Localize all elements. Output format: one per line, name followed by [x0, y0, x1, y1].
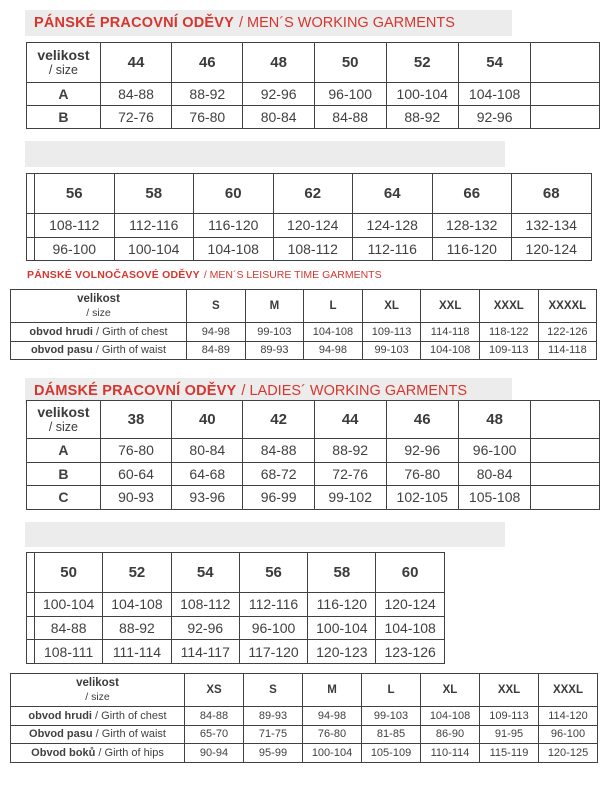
size-range-cell: 84-88 — [185, 707, 244, 726]
size-column-header: 46 — [386, 401, 458, 439]
size-range-cell: 93-96 — [172, 486, 243, 510]
size-range-cell: 89-93 — [244, 707, 303, 726]
size-table — [10, 673, 598, 763]
row-label: C — [27, 486, 101, 510]
size-column-header: 60 — [194, 174, 274, 214]
section-title-band-men-working — [25, 10, 512, 36]
ladies-working-sizes-50-60-table — [26, 552, 445, 664]
size-range-cell: 96-100 — [539, 725, 598, 744]
size-range-cell: 114-117 — [171, 640, 239, 664]
size-range-cell: 65-70 — [185, 725, 244, 744]
size-range-cell: 99-103 — [362, 341, 421, 360]
size-column-header: 48 — [458, 401, 530, 439]
table-row — [27, 593, 445, 617]
header-row — [27, 401, 600, 439]
size-range-cell: 114-118 — [421, 323, 480, 342]
section-title-men-leisure — [27, 266, 382, 284]
size-column-header: 44 — [314, 401, 386, 439]
section-title-men-working-cs: PÁNSKÉ PRACOVNÍ ODĚVY — [34, 15, 234, 31]
cut-column — [531, 401, 600, 439]
size-range-cell: 64-68 — [172, 462, 243, 486]
table-row — [11, 323, 597, 342]
size-range-cell: 92-96 — [458, 106, 530, 129]
corner-velikost-size: velikost / size — [27, 43, 101, 83]
table-row — [27, 462, 600, 486]
size-range-cell: 108-112 — [35, 214, 115, 238]
section-title-men-leisure-en: / MEN´S LEISURE TIME GARMENTS — [203, 269, 382, 281]
size-table — [10, 289, 597, 360]
cut-column — [27, 214, 35, 238]
corner-velikost-size: velikost / size — [11, 674, 185, 707]
cut-column — [531, 83, 600, 106]
size-range-cell: 116-120 — [194, 214, 274, 238]
size-range-cell: 90-94 — [185, 744, 244, 763]
cut-column — [531, 462, 600, 486]
size-column-header: XS — [185, 674, 244, 707]
section-title-ladies-working-en: / LADIES´ WORKING GARMENTS — [241, 383, 467, 399]
size-column-header: 54 — [458, 43, 530, 83]
size-range-cell: 96-100 — [239, 616, 307, 640]
row-label: A — [27, 83, 101, 106]
size-range-cell: 104-108 — [304, 323, 363, 342]
size-range-cell: 132-134 — [512, 214, 592, 238]
men-working-sizes-44-54-table — [26, 42, 600, 129]
size-range-cell: 120-124 — [512, 237, 592, 261]
ladies-girth-sizes-table — [10, 673, 598, 763]
size-table — [26, 552, 445, 664]
corner-velikost-size: velikost / size — [11, 290, 187, 323]
table-row — [11, 707, 598, 726]
table-row — [27, 106, 600, 129]
row-label: Obvod pasu / Girth of waist — [11, 725, 185, 744]
size-range-cell: 114-120 — [539, 707, 598, 726]
size-range-cell: 86-90 — [421, 725, 480, 744]
size-column-header: 40 — [172, 401, 243, 439]
header-row — [11, 290, 597, 323]
size-column-header: 64 — [353, 174, 433, 214]
size-range-cell: 91-95 — [480, 725, 539, 744]
table-row — [11, 744, 598, 763]
size-range-cell: 104-108 — [458, 83, 530, 106]
size-range-cell: 109-113 — [362, 323, 421, 342]
size-column-header: M — [245, 290, 304, 323]
size-range-cell: 80-84 — [243, 106, 314, 129]
men-working-sizes-56-68-table — [26, 173, 592, 261]
section-title-ladies-working-cs: DÁMSKÉ PRACOVNÍ ODĚVY — [34, 383, 237, 399]
size-range-cell: 104-108 — [103, 593, 171, 617]
size-column-header: 58 — [308, 553, 376, 593]
size-range-cell: 76-80 — [172, 106, 243, 129]
size-column-header: 66 — [432, 174, 512, 214]
section-divider-band — [25, 522, 505, 547]
size-table — [26, 400, 600, 510]
size-range-cell: 88-92 — [172, 83, 243, 106]
size-range-cell: 102-105 — [386, 486, 458, 510]
size-column-header: 42 — [243, 401, 314, 439]
size-range-cell: 72-76 — [314, 462, 386, 486]
size-column-header: 46 — [172, 43, 243, 83]
men-leisure-sizes-table — [10, 289, 597, 360]
table-row — [27, 439, 600, 463]
size-range-cell: 114-118 — [538, 341, 597, 360]
size-range-cell: 60-64 — [100, 462, 171, 486]
size-range-cell: 71-75 — [244, 725, 303, 744]
size-column-header: S — [244, 674, 303, 707]
size-range-cell: 104-108 — [194, 237, 274, 261]
section-title-men-leisure-cs: PÁNSKÉ VOLNOČASOVÉ ODĚVY — [27, 269, 200, 281]
ladies-working-sizes-38-48-table — [26, 400, 600, 510]
size-range-cell: 76-80 — [386, 462, 458, 486]
size-range-cell: 122-126 — [538, 323, 597, 342]
size-range-cell: 84-88 — [243, 439, 314, 463]
table-row — [27, 214, 592, 238]
section-divider-band — [25, 141, 505, 167]
size-range-cell: 116-120 — [308, 593, 376, 617]
size-range-cell: 128-132 — [432, 214, 512, 238]
size-range-cell: 123-126 — [376, 640, 444, 664]
size-range-cell: 89-93 — [245, 341, 304, 360]
size-range-cell: 99-103 — [245, 323, 304, 342]
cut-column — [531, 43, 600, 83]
size-range-cell: 104-108 — [421, 707, 480, 726]
size-range-cell: 96-100 — [35, 237, 115, 261]
size-range-cell: 109-113 — [479, 341, 538, 360]
size-range-cell: 80-84 — [172, 439, 243, 463]
size-range-cell: 95-99 — [244, 744, 303, 763]
size-range-cell: 118-122 — [479, 323, 538, 342]
size-column-header: L — [304, 290, 363, 323]
size-range-cell: 100-104 — [114, 237, 194, 261]
size-range-cell: 68-72 — [243, 462, 314, 486]
size-range-cell: 80-84 — [458, 462, 530, 486]
cut-column — [531, 106, 600, 129]
size-range-cell: 109-113 — [480, 707, 539, 726]
size-range-cell: 108-111 — [35, 640, 103, 664]
size-range-cell: 120-125 — [539, 744, 598, 763]
size-range-cell: 90-93 — [100, 486, 171, 510]
size-range-cell: 76-80 — [100, 439, 171, 463]
row-label: Obvod boků / Girth of hips — [11, 744, 185, 763]
size-range-cell: 92-96 — [171, 616, 239, 640]
size-column-header: L — [362, 674, 421, 707]
size-range-cell: 112-116 — [353, 237, 433, 261]
size-range-cell: 112-116 — [239, 593, 307, 617]
size-column-header: XXXL — [479, 290, 538, 323]
size-range-cell: 94-98 — [303, 707, 362, 726]
size-column-header: XXL — [421, 290, 480, 323]
cut-column — [27, 553, 35, 593]
size-range-cell: 88-92 — [103, 616, 171, 640]
size-range-cell: 99-102 — [314, 486, 386, 510]
size-column-header: XXXL — [539, 674, 598, 707]
table-row — [11, 725, 598, 744]
header-row — [27, 553, 445, 593]
size-range-cell: 96-100 — [458, 439, 530, 463]
size-column-header: XXXXL — [538, 290, 597, 323]
size-range-cell: 108-112 — [273, 237, 353, 261]
row-label: B — [27, 106, 101, 129]
cut-column — [27, 593, 35, 617]
size-range-cell: 88-92 — [386, 106, 458, 129]
table-row — [27, 640, 445, 664]
size-column-header: XXL — [480, 674, 539, 707]
size-column-header: 62 — [273, 174, 353, 214]
size-column-header: 58 — [114, 174, 194, 214]
size-column-header: 54 — [171, 553, 239, 593]
size-column-header: S — [187, 290, 246, 323]
header-row — [27, 174, 592, 214]
size-range-cell: 88-92 — [314, 439, 386, 463]
size-range-cell: 104-108 — [421, 341, 480, 360]
cut-column — [531, 486, 600, 510]
size-range-cell: 96-100 — [314, 83, 386, 106]
cut-column — [27, 174, 35, 214]
size-column-header: XL — [362, 290, 421, 323]
row-label: obvod hrudi / Girth of chest — [11, 707, 185, 726]
size-range-cell: 84-89 — [187, 341, 246, 360]
section-title-men-working-en: / MEN´S WORKING GARMENTS — [239, 15, 455, 31]
size-column-header: 60 — [376, 553, 444, 593]
size-column-header: 50 — [35, 553, 103, 593]
size-range-cell: 81-85 — [362, 725, 421, 744]
table-row — [27, 616, 445, 640]
size-range-cell: 84-88 — [314, 106, 386, 129]
size-range-cell: 120-123 — [308, 640, 376, 664]
size-range-cell: 100-104 — [303, 744, 362, 763]
size-column-header: 52 — [103, 553, 171, 593]
table-row — [27, 83, 600, 106]
size-range-cell: 104-108 — [376, 616, 444, 640]
row-label: obvod pasu / Girth of waist — [11, 341, 187, 360]
size-range-cell: 94-98 — [187, 323, 246, 342]
size-range-cell: 108-112 — [171, 593, 239, 617]
size-table — [26, 173, 592, 261]
size-column-header: 44 — [100, 43, 171, 83]
size-range-cell: 120-124 — [376, 593, 444, 617]
size-range-cell: 72-76 — [100, 106, 171, 129]
size-range-cell: 92-96 — [243, 83, 314, 106]
size-range-cell: 110-114 — [421, 744, 480, 763]
size-column-header: 38 — [100, 401, 171, 439]
table-row — [27, 237, 592, 261]
size-column-header: 52 — [386, 43, 458, 83]
row-label: obvod hrudi / Girth of chest — [11, 323, 187, 342]
table-row — [11, 341, 597, 360]
size-range-cell: 115-119 — [480, 744, 539, 763]
size-table — [26, 42, 600, 129]
size-column-header: M — [303, 674, 362, 707]
size-range-cell: 111-114 — [103, 640, 171, 664]
size-range-cell: 96-99 — [243, 486, 314, 510]
size-column-header: 56 — [35, 174, 115, 214]
size-column-header: 68 — [512, 174, 592, 214]
size-range-cell: 100-104 — [308, 616, 376, 640]
size-range-cell: 124-128 — [353, 214, 433, 238]
header-row — [11, 674, 598, 707]
size-range-cell: 76-80 — [303, 725, 362, 744]
size-column-header: 56 — [239, 553, 307, 593]
cut-column — [27, 616, 35, 640]
size-range-cell: 117-120 — [239, 640, 307, 664]
header-row — [27, 43, 600, 83]
size-column-header: XL — [421, 674, 480, 707]
cut-column — [531, 439, 600, 463]
size-column-header: 48 — [243, 43, 314, 83]
size-range-cell: 84-88 — [100, 83, 171, 106]
size-range-cell: 94-98 — [304, 341, 363, 360]
size-range-cell: 100-104 — [386, 83, 458, 106]
table-row — [27, 486, 600, 510]
size-range-cell: 105-109 — [362, 744, 421, 763]
size-range-cell: 105-108 — [458, 486, 530, 510]
size-range-cell: 84-88 — [35, 616, 103, 640]
size-column-header: 50 — [314, 43, 386, 83]
size-range-cell: 99-103 — [362, 707, 421, 726]
row-label: B — [27, 462, 101, 486]
row-label: A — [27, 439, 101, 463]
size-range-cell: 116-120 — [432, 237, 512, 261]
size-range-cell: 112-116 — [114, 214, 194, 238]
size-range-cell: 100-104 — [35, 593, 103, 617]
cut-column — [27, 237, 35, 261]
size-range-cell: 92-96 — [386, 439, 458, 463]
cut-column — [27, 640, 35, 664]
size-range-cell: 120-124 — [273, 214, 353, 238]
corner-velikost-size: velikost / size — [27, 401, 101, 439]
